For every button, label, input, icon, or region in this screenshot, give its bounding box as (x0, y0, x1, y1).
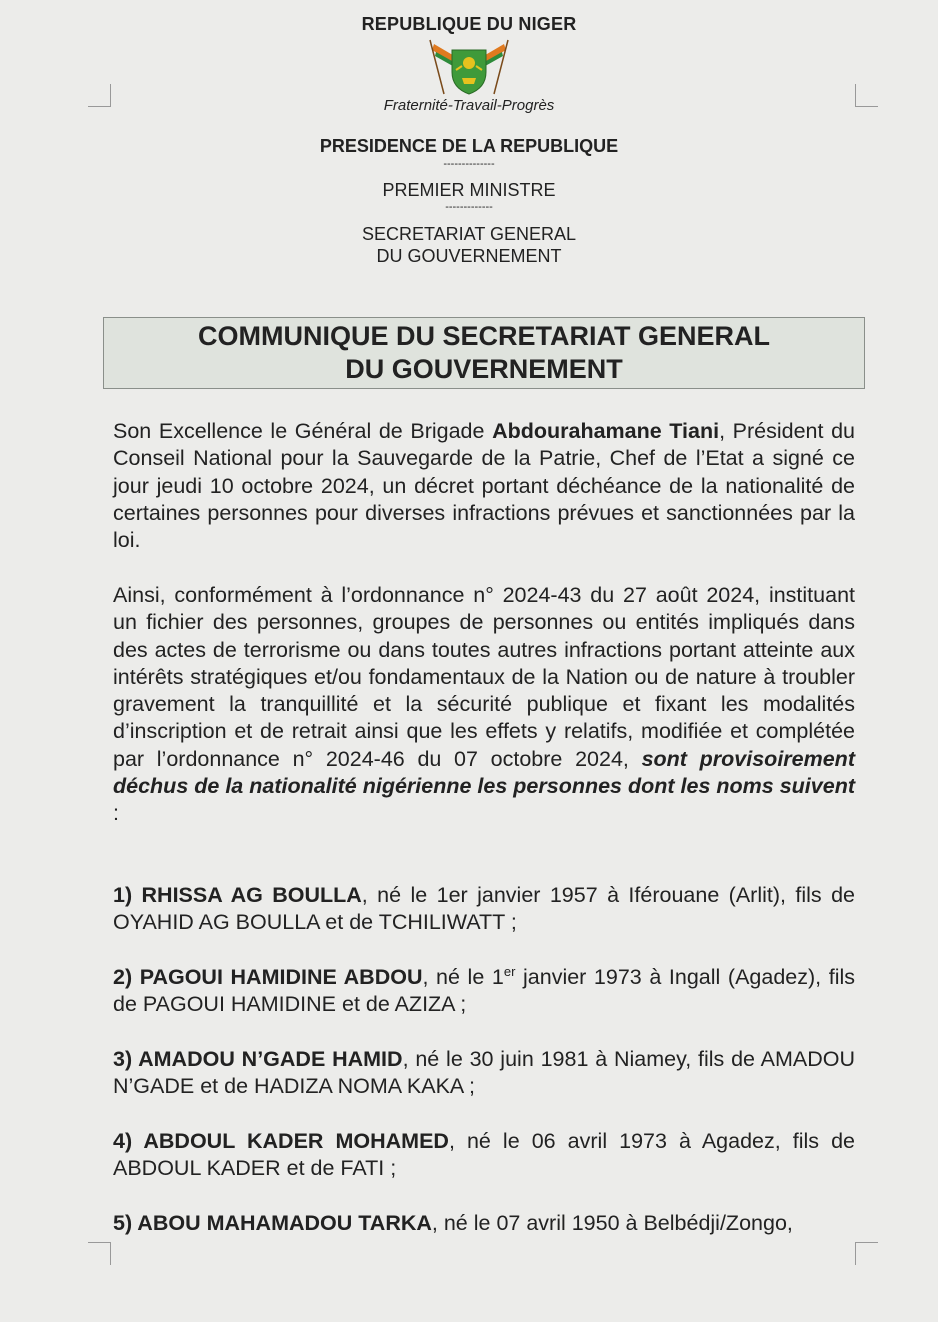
item-number: 1) (113, 883, 142, 907)
communique-title-box (103, 317, 865, 389)
item-number: 3) (113, 1047, 139, 1071)
secretariat-heading-line2: DU GOUVERNEMENT (376, 246, 562, 266)
item-number: 5) (113, 1211, 138, 1235)
prime-minister-heading: PREMIER MINISTRE (382, 180, 556, 200)
presidency-heading: PRESIDENCE DE LA REPUBLIQUE (319, 136, 619, 156)
list-item (113, 964, 855, 1019)
crop-mark-bottom-left (88, 1242, 111, 1265)
emphasized-statement: sont provisoirement déchus de la nationalité nigérienne les personnes dont les noms suivent (113, 746, 855, 799)
paragraph-text: , Président du Conseil National pour la Sauvegarde de la Patrie, Chef de l’Etat a signé ce jour jeudi 10 octobre 2024, un décret portant déchéance de la nationalité de certaines personnes pour diverses infractions prévues et sanctionnées par la loi. (113, 419, 856, 553)
paragraph-text: Son Excellence le Général de Brigade (113, 419, 493, 443)
communique-title-line1: COMMUNIQUE DU SECRETARIAT GENERAL (198, 321, 770, 351)
person-details: , né le 07 avril 1950 à Belbédji/Zongo, (431, 1211, 793, 1235)
secretariat-heading-line1: SECRETARIAT GENERAL (361, 224, 577, 244)
separator: -------------- (443, 158, 495, 170)
list-item (113, 1210, 855, 1237)
person-name: RHISSA AG BOULLA (141, 883, 362, 907)
list-item (113, 882, 855, 937)
list-item (113, 1128, 855, 1183)
person-name: ABOU MAHAMADOU TARKA (137, 1211, 432, 1235)
paragraph-text: : (113, 801, 119, 826)
paragraph-decree (113, 418, 855, 554)
head-of-state-name: Abdourahamane Tiani (492, 419, 720, 443)
paragraph-ordinance (113, 582, 855, 828)
person-details: , né le 1er janvier 1957 à Iférouane (Arlit), fils de OYAHID AG BOULLA et de TCHILIWATT ; (113, 883, 855, 935)
separator: ------------- (445, 201, 493, 213)
person-details: janvier 1973 à Ingall (Agadez), fils de PAGOUI HAMIDINE et de AZIZA ; (113, 965, 855, 1017)
paragraph-text: Ainsi, conformément à l’ordonnance n° 2024-43 du 27 août 2024, instituant un fichier des personnes, groupes de personnes ou entités impliqués dans des actes de terrorisme ou dans toutes autres infractions portant atteinte aux intérêts stratégiques et/ou fondamentaux de la Nation ou de nature à troubler gravement la tranquillité et la sécurité publique et fixant les modalités d’inscription et de retrait ainsi que les effets y relatifs, modifiée et complétée par l’ordonnance n° 2024-46 du 07 octobre 2024, (113, 583, 855, 771)
crop-mark-bottom-right (855, 1242, 878, 1265)
person-name: AMADOU N’GADE HAMID (138, 1047, 403, 1071)
item-number: 4) (113, 1129, 144, 1153)
list-item (113, 1046, 855, 1101)
person-details: , né le 1 (422, 965, 504, 989)
person-details: , né le 30 juin 1981 à Niamey, fils de AMADOU N’GADE et de HADIZA NOMA KAKA ; (113, 1047, 855, 1099)
country-name: REPUBLIQUE DU NIGER (361, 14, 577, 34)
person-name: PAGOUI HAMIDINE ABDOU (139, 965, 423, 989)
national-motto: Fraternité-Travail-Progrès (383, 97, 555, 114)
communique-title-line2: DU GOUVERNEMENT (345, 354, 623, 384)
person-details: , né le 06 avril 1973 à Agadez, fils de ABDOUL KADER et de FATI ; (113, 1129, 855, 1181)
ordinal-suffix: er (503, 963, 516, 979)
person-name: ABDOUL KADER MOHAMED (143, 1129, 449, 1153)
coat-of-arms-icon (424, 36, 514, 98)
item-number: 2) (113, 965, 140, 989)
